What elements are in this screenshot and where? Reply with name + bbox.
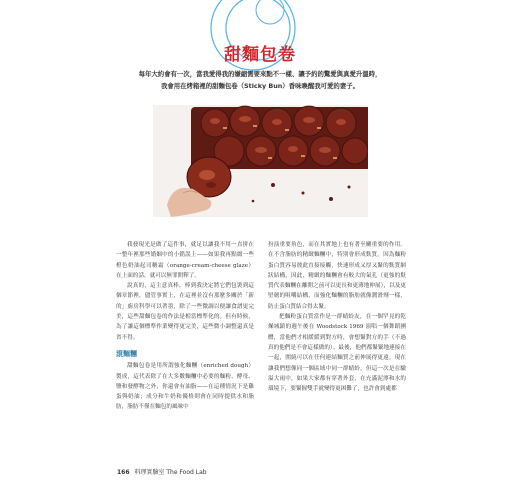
page-title: 甜麵包卷 <box>224 45 296 65</box>
page-footer <box>117 467 207 476</box>
intro-line-1: 每年大約會有一次，當我愛得我的嫌縮需要來點不一樣、讓予約的驚愛與真愛升溫時， <box>138 70 382 78</box>
book-title: 料理實驗室 The Food Lab <box>134 469 207 476</box>
section-subhead: 滾麵糰 <box>116 349 137 358</box>
body-paragraph: 甜麵包卷是用所謂強化麵糰（enriched dough）製成，這代表除了在大多數麵糰中必要的麵粉、酵母、鹽和發酵物之外，你還會有油脂——在這種情況下是雞蛋與奶油；成分和牛奶和優格則會在同時提供水和脂肪，脂肪不僅在麵包的風味中 <box>116 363 254 411</box>
page-number: 166 <box>117 469 130 476</box>
text-column-left <box>116 240 254 413</box>
text-column-right <box>268 240 406 394</box>
intro-line-2: 我會用在烤箱裡的甜麵包卷（Sticky Bun）香味喚醒我可愛的妻子。 <box>160 82 359 90</box>
sticky-buns-photo <box>153 105 368 217</box>
body-paragraph: 把麵粉蛋白質當作是一群蜻蛉友，在一個罕見的乾燥城鎮的週午後在 Woodstock 1969 演唱一個舞蹈團體，當他們才相緩緩到對方時，會想緊對方的手（不過真的他們是不會這樣做的）。最後，他們都緊緊地連接在一起，圍繞可以在任何連結麵質之前伸展得更遠。現在讓我們想像同一個區域中同一群蜻蛉，但這一次是在驗溢大雨中，如果大家都有穿著外套，在充滿泥濘和水的環境下，要緊握雙手就變得更困難了，也許會到處都 <box>268 314 406 393</box>
body-paragraph: 說真的，這主意真棒，棒到我決定將它們包裝到這個章節裡，儘管事實上，在這裡並沒有那麼多關於「新的」廚房科學可以著墨，除了一些微調以便讓食譜更完美，這些甜麵包卷的作法是相當標準化的。但有時候，為了讓這個標準作業變得更完美，這些微小調整還真是省不得。 <box>116 283 254 341</box>
body-paragraph: 我發現光是做了這件事，就足以讓我不用一直拼在一整年裡那些婚姻中的小錯誤上——如果我再點綴一些橙色奶油起司糖霜（orange-cream-cheese glaze）在上面的話，就可以無罪開釋了。 <box>116 242 254 279</box>
body-paragraph: 扮演重要角色，而在其實地上也有著至關重要的作用。在不含脂肪的精緻麵糰中，特別會形成麩質。因為麵粉蛋白質容易彼此直接接觸，快速形成又厚又緊的麩質網狀結構，因此，精緻的麵糰會有較大的氣孔（更強的麩質代表麵糰在離開之前可以更長和更薄地伸展），以及更堅韌的咀嚼結構，而強化麵糰的脂肪就像潤滑劑一樣，防止蛋白質結合得太緊。 <box>268 242 406 310</box>
